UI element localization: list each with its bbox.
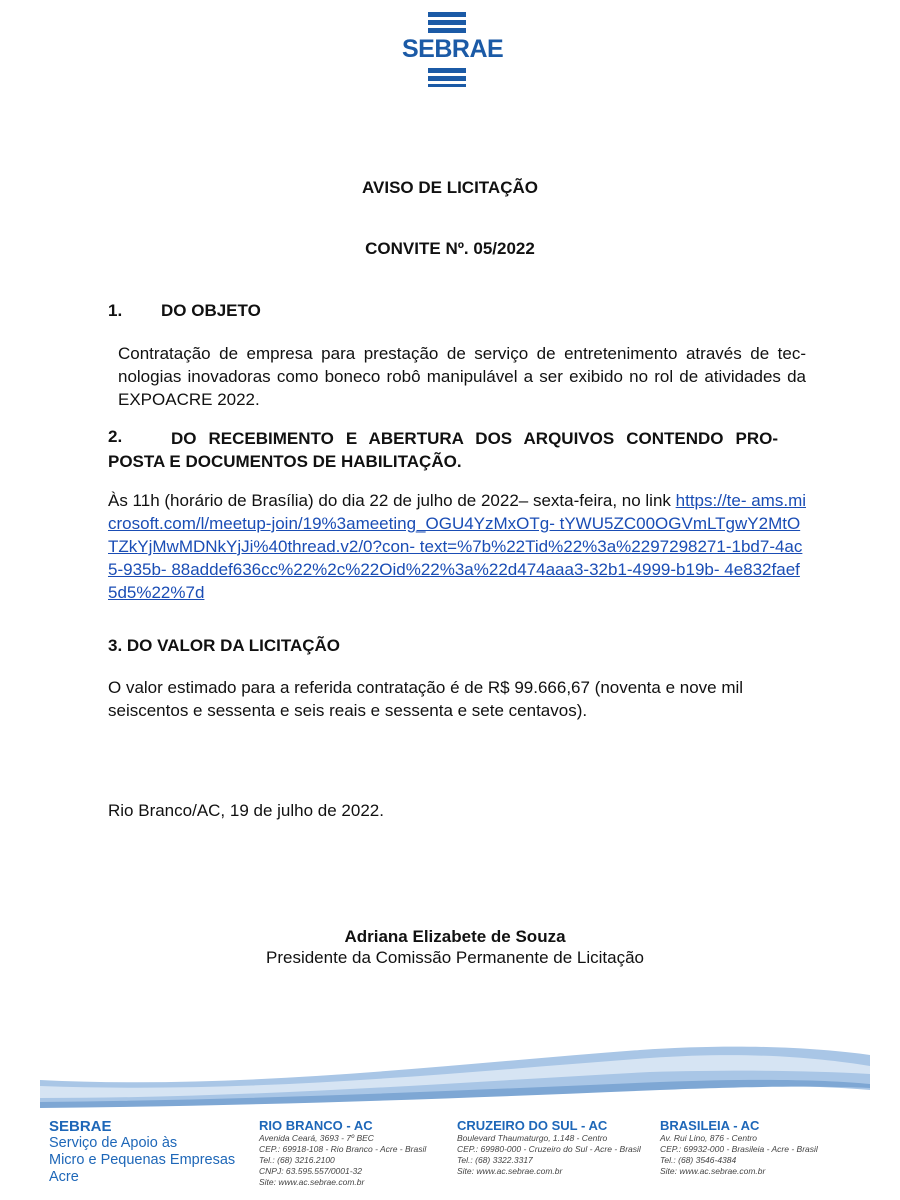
footer-office-line: CEP.: 69932-000 - Brasileia - Acre - Brasil [660, 1144, 818, 1154]
footer-office-line: Site: www.ac.sebrae.com.br [660, 1166, 766, 1176]
footer-office-title: CRUZEIRO DO SUL - AC [457, 1118, 608, 1133]
footer-office-line: Tel.: (68) 3216.2100 [259, 1155, 335, 1165]
footer-office-line: Site: www.ac.sebrae.com.br [457, 1166, 563, 1176]
footer-office-line: Tel.: (68) 3546-4384 [660, 1155, 737, 1165]
footer-office-line: Avenida Ceará, 3693 - 7º BEC [259, 1133, 374, 1143]
section1-body: Contratação de empresa para prestação de serviço de entretenimento através de tec- nologias inovadoras como boneco robô manipulável a ser exibido no rol de atividades da EXPOACRE 2022. [118, 344, 806, 409]
footer-office-brasileia [660, 1118, 860, 1177]
doc-title: AVISO DE LICITAÇÃO [362, 178, 538, 197]
footer-org-line: Micro e Pequenas Empresas [49, 1152, 236, 1168]
section2-intro: Às 11h (horário de Brasília) do dia 22 de julho de 2022– sexta-feira, no link [108, 491, 676, 510]
footer-office-line: Av. Rui Lino, 876 - Centro [660, 1133, 758, 1143]
footer-office-rio-branco [259, 1118, 454, 1188]
signatory-name: Adriana Elizabete de Souza [344, 927, 566, 946]
footer-office-title: BRASILEIA - AC [660, 1118, 760, 1133]
footer-office-line: Site: www.ac.sebrae.com.br [259, 1177, 365, 1187]
section2-number: 2. [108, 427, 123, 446]
footer-office-cruzeiro-do-sul [457, 1118, 657, 1177]
footer-office-line: CEP.: 69980-000 - Cruzeiro do Sul - Acre - Brasil [457, 1144, 641, 1154]
footer-office-line: Boulevard Thaumaturgo, 1.148 - Centro [457, 1133, 608, 1143]
footer-office-line: CNPJ: 63.595.557/0001-32 [259, 1166, 363, 1176]
footer-org [49, 1118, 259, 1186]
footer-org-line: Acre [49, 1169, 79, 1185]
footer-office-title: RIO BRANCO - AC [259, 1118, 373, 1133]
section2-body [108, 489, 808, 604]
footer-wave-decoration [40, 1040, 870, 1110]
signatory-role: Presidente da Comissão Permanente de Licitação [266, 948, 644, 967]
footer-org-line: Serviço de Apoio às [49, 1135, 178, 1151]
section1-number: 1. [108, 301, 123, 320]
footer-office-line: Tel.: (68) 3322.3317 [457, 1155, 533, 1165]
doc-subtitle: CONVITE Nº. 05/2022 [365, 239, 535, 258]
section3-body: O valor estimado para a referida contratação é de R$ 99.666,67 (noventa e nove mil seiscentos e sessenta e seis reais e sessenta e sete centavos). [108, 678, 744, 720]
footer-office-line: CEP.: 69918-108 - Rio Branco - Acre - Brasil [259, 1144, 427, 1154]
section3-heading: 3. DO VALOR DA LICITAÇÃO [108, 636, 341, 655]
place-date: Rio Branco/AC, 19 de julho de 2022. [108, 801, 384, 820]
sebrae-logo [398, 10, 502, 86]
footer-org-name: SEBRAE [49, 1118, 112, 1135]
section1-heading: DO OBJETO [161, 301, 261, 320]
section2-heading: DO RECEBIMENTO E ABERTURA DOS ARQUIVOS CONTENDO PRO- POSTA E DOCUMENTOS DE HABILITAÇÃO. [108, 429, 778, 471]
teams-meeting-link[interactable]: https://te- ams.microsoft.com/l/meetup-join/19%3ameeting_OGU4YzMxOTg- tYWU5ZC00OGVmLTgwY2MtOTZkYjMwMDNkYjJi%40thread.v2/0?con- text=%7b%22Tid%22%3a%2297298271-1bd7-4ac5-935b- 88addef636cc%22%2c%22Oid%22%3a%22d474aaa3-32b1-4999-b19b- 4e832faef5d5%22%7d [108, 491, 807, 602]
logo-wordmark: SEBRAE [402, 35, 504, 63]
